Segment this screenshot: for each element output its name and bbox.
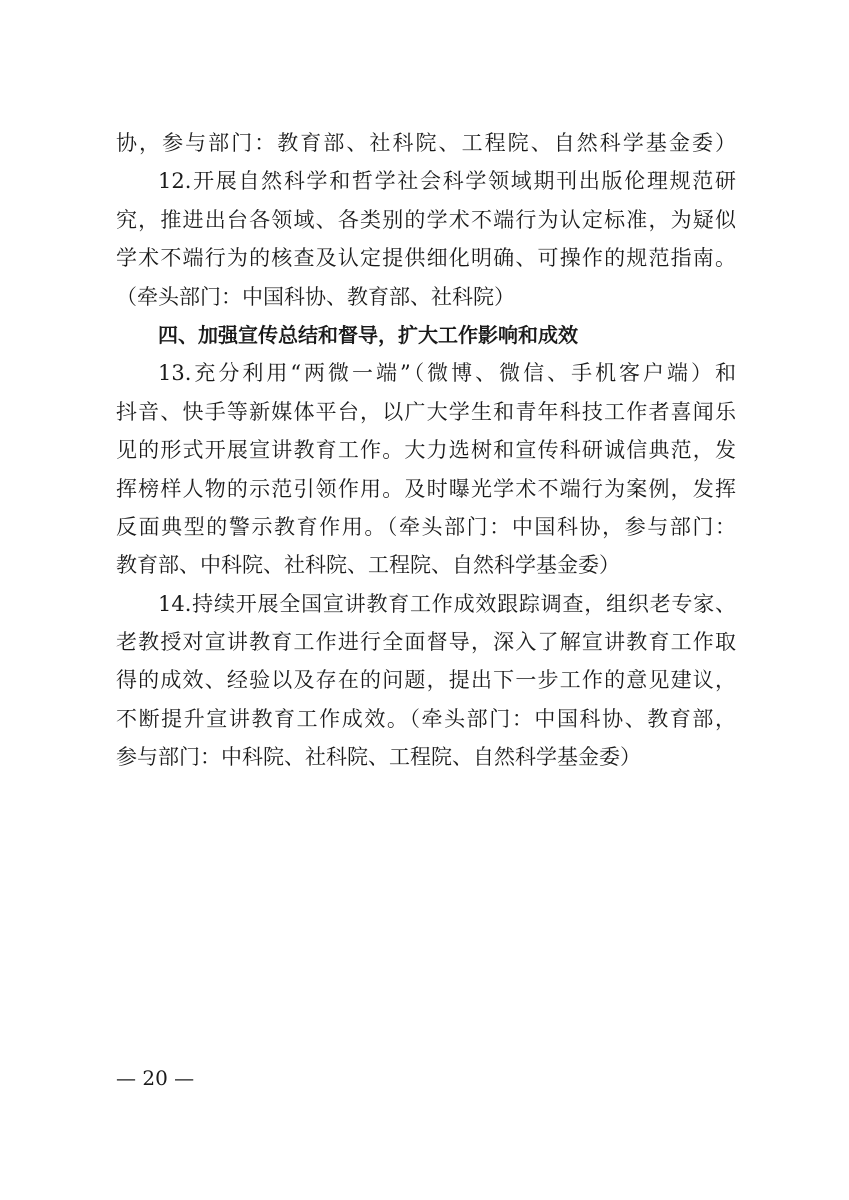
text-line: 挥榜样人物的示范引领作用。及时曝光学术不端行为案例，发挥 bbox=[116, 476, 736, 501]
text-line: 协，参与部门：教育部、社科院、工程院、自然科学基金委） bbox=[116, 131, 736, 155]
item-13-first-line: 13.充分利用“两微一端”（微博、微信、手机客户端）和 bbox=[158, 361, 736, 386]
text-line: 教育部、中科院、社科院、工程院、自然科学基金委） bbox=[116, 553, 620, 578]
text-line: 究，推进出台各领域、各类别的学术不端行为认定标准，为疑似 bbox=[116, 207, 736, 232]
text-line: 得的成效、经验以及存在的问题，提出下一步工作的意见建议， bbox=[116, 668, 736, 693]
page-number: — 20 — bbox=[116, 1066, 195, 1090]
text-line: 见的形式开展宣讲教育工作。大力选树和宣传科研诚信典范，发 bbox=[116, 438, 736, 463]
text-line: 抖音、快手等新媒体平台，以广大学生和青年科技工作者喜闻乐 bbox=[116, 399, 736, 424]
document-body bbox=[116, 124, 736, 777]
text-line: 反面典型的警示教育作用。（牵头部门：中国科协，参与部门： bbox=[116, 514, 736, 539]
item-14-first-line: 14.持续开展全国宣讲教育工作成效跟踪调查，组织老专家、 bbox=[158, 591, 736, 616]
text-line: 不断提升宣讲教育工作成效。（牵头部门：中国科协、教育部， bbox=[116, 706, 736, 731]
item-12-first-line: 12.开展自然科学和哲学社会科学领域期刊出版伦理规范研 bbox=[158, 169, 736, 194]
section-heading: 四、加强宣传总结和督导，扩大工作影响和成效 bbox=[158, 322, 578, 347]
text-line: 学术不端行为的核查及认定提供细化明确、可操作的规范指南。 bbox=[116, 246, 736, 271]
text-line: 老教授对宣讲教育工作进行全面督导，深入了解宣讲教育工作取 bbox=[116, 630, 736, 655]
text-line: 参与部门：中科院、社科院、工程院、自然科学基金委） bbox=[116, 745, 641, 770]
text-line: （牵头部门：中国科协、教育部、社科院） bbox=[116, 284, 515, 309]
